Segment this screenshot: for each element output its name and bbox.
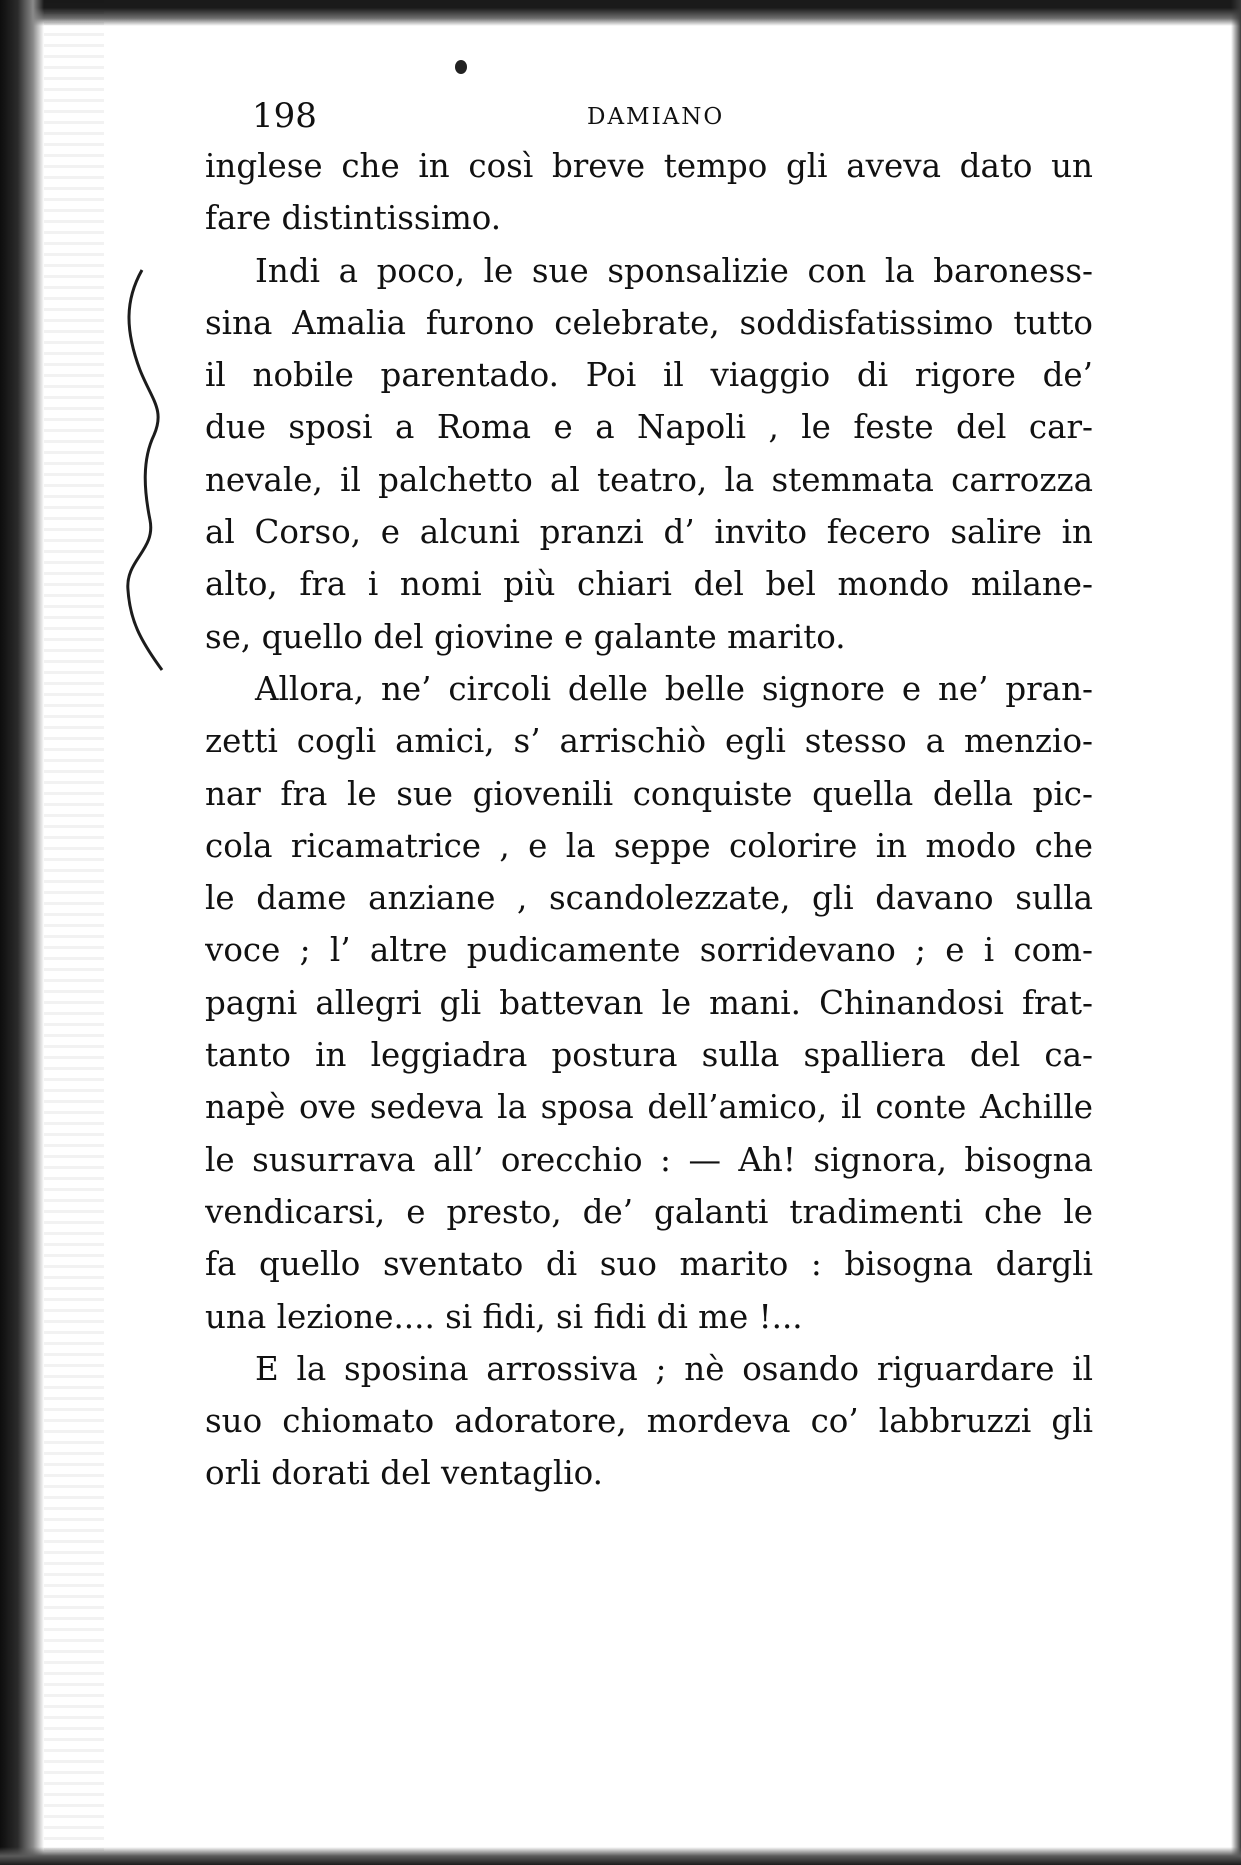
text-line: il nobile parentado. Poi il viaggio di rigore de’	[205, 356, 1093, 395]
text-line: napè ove sedeva la sposa dell’amico, il conte Achille	[205, 1088, 1093, 1127]
text-line: nevale, il palchetto al teatro, la stemmata carrozza	[205, 460, 1093, 499]
page-binding-shadow	[44, 0, 104, 1865]
text-line: pagni allegri gli battevan le mani. Chinandosi frat-	[205, 983, 1093, 1022]
text-line: inglese che in così breve tempo gli aveva dato un	[205, 147, 1093, 185]
text-line: Allora, ne’ circoli delle belle signore e ne’ pran-	[255, 669, 1093, 708]
page-binding-edge	[0, 0, 44, 1865]
ink-speck	[455, 60, 467, 74]
text-line: cola ricamatrice , e la seppe colorire in modo che	[205, 826, 1093, 865]
text-line: se, quello del giovine e galante marito.	[205, 617, 846, 656]
text-line: nar fra le sue giovenili conquiste quella della pic-	[205, 774, 1093, 813]
text-line: orli dorati del ventaglio.	[205, 1454, 603, 1493]
text-line: sina Amalia furono celebrate, soddisfatissimo tutto	[205, 303, 1093, 342]
running-header	[252, 96, 725, 136]
text-line: le susurrava all’ orecchio : — Ah! signora, bisogna	[205, 1140, 1093, 1179]
text-line: due sposi a Roma e a Napoli , le feste del car-	[205, 408, 1093, 447]
page-bottom-edge	[0, 1847, 1241, 1865]
margin-bracket-mark	[120, 260, 190, 680]
text-line: zetti cogli amici, s’ arrischiò egli stesso a menzio-	[205, 722, 1093, 761]
text-line: fare distintissimo.	[205, 199, 502, 238]
text-line: una lezione.... si fidi, si fidi di me !...	[205, 1297, 803, 1336]
page-right-edge	[1231, 0, 1241, 1865]
page-number: 198	[252, 96, 317, 136]
text-line: vendicarsi, e presto, de’ galanti tradimenti che le	[205, 1192, 1093, 1231]
text-line: Indi a poco, le sue sponsalizie con la baroness-	[255, 251, 1093, 290]
text-line: alto, fra i nomi più chiari del bel mondo milane-	[205, 565, 1093, 604]
running-head-title: DAMIANO	[587, 104, 725, 130]
text-line: voce ; l’ altre pudicamente sorridevano ; e i com-	[205, 931, 1093, 970]
text-line: tanto in leggiadra postura sulla spalliera del ca-	[205, 1036, 1093, 1075]
body-text	[205, 140, 1093, 1500]
text-line: E la sposina arrossiva ; nè osando riguardare il	[255, 1349, 1093, 1388]
text-line: al Corso, e alcuni pranzi d’ invito fecero salire in	[205, 513, 1093, 552]
text-line: fa quello sventato di suo marito : bisogna dargli	[205, 1245, 1093, 1284]
text-line: le dame anziane , scandolezzate, gli davano sulla	[205, 879, 1093, 918]
text-line: suo chiomato adoratore, mordeva co’ labbruzzi gli	[205, 1402, 1093, 1441]
page-top-edge	[0, 0, 1241, 26]
